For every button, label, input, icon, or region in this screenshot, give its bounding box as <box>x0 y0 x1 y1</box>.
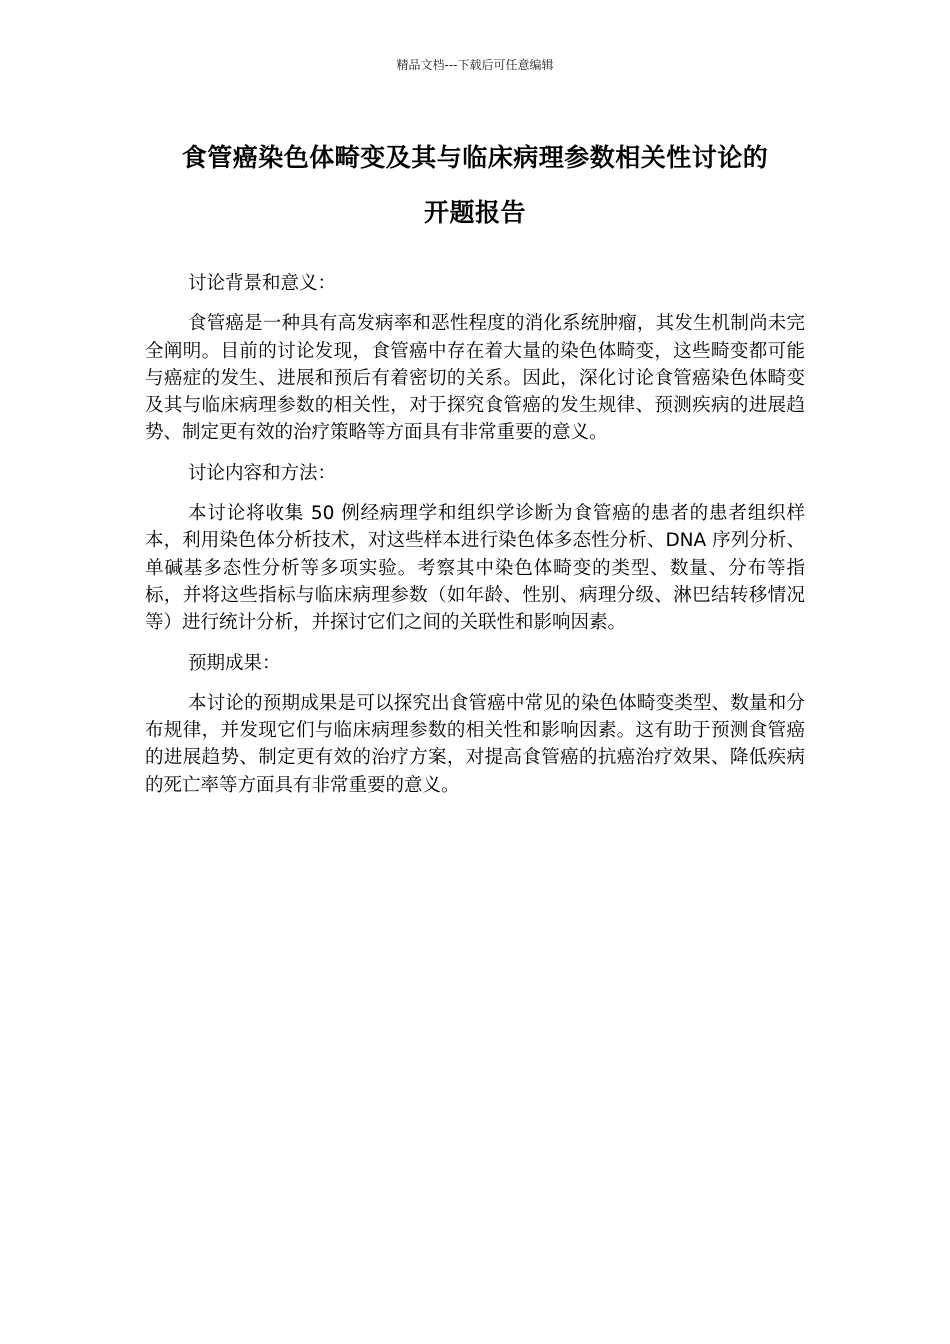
document-body <box>145 270 805 812</box>
document-title <box>145 130 805 240</box>
section-paragraph-methods: 本讨论将收集 50 例经病理学和组织学诊断为食管癌的患者的患者组织样本，利用染色体分析技术，对这些样本进行染色体多态性分析、DNA 序列分析、单碱基多态性分析等多项实验。考察其中染色体畸变的类型、数量、分布等指标，并将这些指标与临床病理参数（如年龄、性别、病理分级、淋巴结转移情况等）进行统计分析，并探讨它们之间的关联性和影响因素。 <box>145 503 805 634</box>
section-heading-background: 讨论背景和意义： <box>188 273 337 294</box>
section-heading-methods: 讨论内容和方法： <box>188 462 337 484</box>
document-title-line-1: 食管癌染色体畸变及其与临床病理参数相关性讨论的 <box>181 143 769 172</box>
page-header: 精品文档---下载后可任意编辑 <box>396 58 554 72</box>
section-heading-expected-results: 预期成果： <box>188 652 281 674</box>
document-title-line-2: 开题报告 <box>423 198 526 227</box>
section-paragraph-expected-results: 本讨论的预期成果是可以探究出食管癌中常见的染色体畸变类型、数量和分布规律，并发现它们与临床病理参数的相关性和影响因素。这有助于预测食管癌的进展趋势、制定更有效的治疗方案，对提高食管癌的抗癌治疗效果、降低疾病的死亡率等方面具有非常重要的意义。 <box>145 692 805 796</box>
section-paragraph-background: 食管癌是一种具有高发病率和恶性程度的消化系统肿瘤，其发生机制尚未完全阐明。目前的讨论发现，食管癌中存在着大量的染色体畸变，这些畸变都可能与癌症的发生、进展和预后有着密切的关系。因此，深化讨论食管癌染色体畸变及其与临床病理参数的相关性，对于探究食管癌的发生规律、预测疾病的进展趋势、制定更有效的治疗策略等方面具有非常重要的意义。 <box>145 313 805 444</box>
